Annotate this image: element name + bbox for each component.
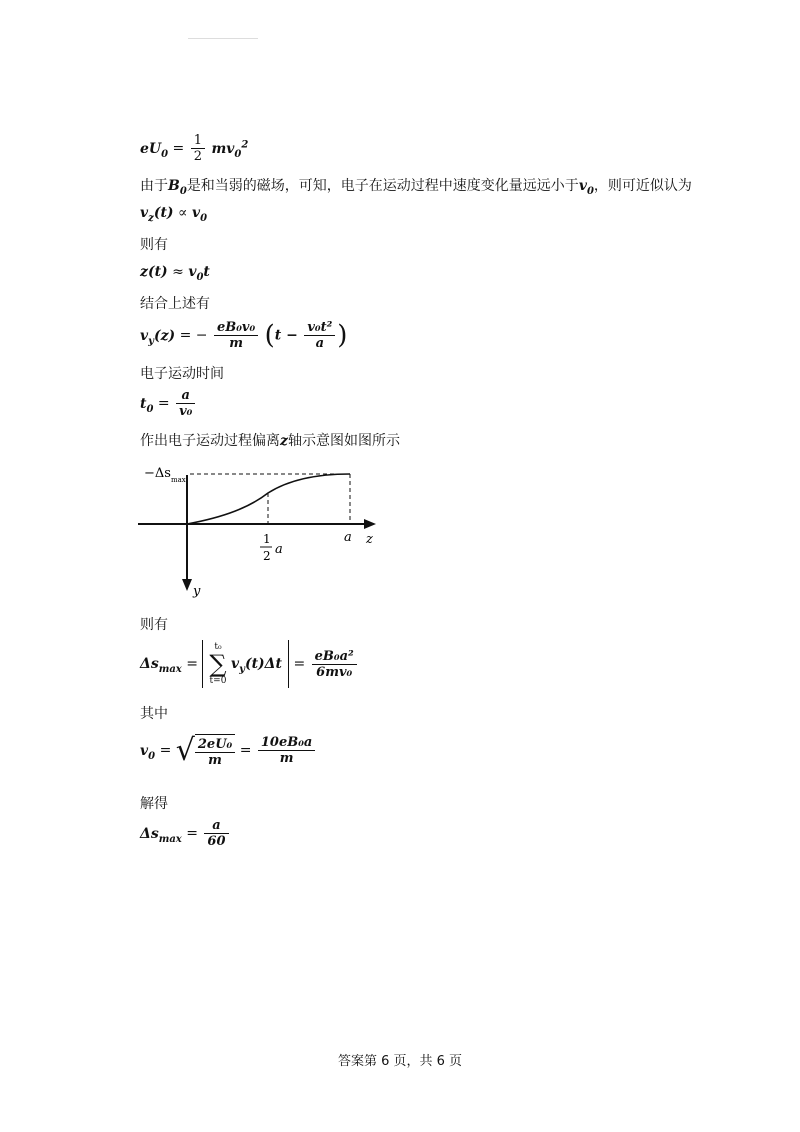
equation-t0: $t_0$ = $\frac{a}{\text{v₀}}$ bbox=[140, 388, 197, 419]
equation-energy: $eU_0$ = $\frac{1}{2}$ $mv_0^2$ bbox=[140, 133, 249, 164]
equation-result: $\Delta s_{max}$ = $\frac{a}{60}$ bbox=[140, 818, 231, 849]
y-max-label: $-\Delta s_{max}$ bbox=[144, 466, 186, 484]
equation-vy: $v_y(z)$ = − $\frac{\text{eB₀v₀}}{m}$ (t − $\frac{\text{v₀t²}}{a}$ ) bbox=[140, 320, 348, 351]
text-then: 则有 bbox=[140, 237, 168, 253]
mid-label-den: 2 bbox=[263, 549, 271, 563]
text-then-have: 则有 bbox=[140, 617, 168, 633]
absolute-value: t₀ ∑ t=0 $v_y(t)\Delta t$ bbox=[202, 640, 289, 688]
page-edge-mark bbox=[188, 38, 258, 39]
equation-delta-s-sum: $\Delta s_{max}$ = t₀ ∑ t=0 $v_y(t)\Delta t$ = $\frac{\text{eB₀a²}}{\text{6mv₀}}$ bbox=[140, 640, 359, 688]
equation-v0: $v_0$ = √ $\frac{\text{2eU₀}}{m}$ = $\frac{\text{10eB₀a}}{m}$ bbox=[140, 733, 317, 768]
deflection-diagram bbox=[130, 455, 390, 605]
mid-label-var: a bbox=[275, 542, 283, 557]
y-axis-arrow bbox=[182, 579, 192, 591]
text-solve: 解得 bbox=[140, 796, 168, 812]
text-magnetic-field: 由于$B_0$是和当弱的磁场，可知，电子在运动过程中速度变化量远远小于$v_0$，则可近似认为 bbox=[140, 178, 692, 197]
z-axis-label: z bbox=[366, 532, 373, 547]
y-axis-label: y bbox=[193, 584, 201, 599]
equation-proportional: $v_z(t) \propto v_0$ bbox=[140, 205, 208, 224]
equation-z-position: $z(t) \approx v_0t$ bbox=[140, 264, 210, 283]
text-motion-time: 电子运动时间 bbox=[140, 366, 224, 382]
text-draw-diagram: 作出电子运动过程偏离z轴示意图如图所示 bbox=[140, 433, 400, 449]
page-footer: 答案第 6 页，共 6 页 bbox=[337, 1054, 463, 1069]
mid-label-num: 1 bbox=[263, 532, 271, 546]
z-axis-arrow bbox=[364, 519, 376, 529]
end-label: a bbox=[344, 530, 352, 545]
text-where: 其中 bbox=[140, 706, 168, 722]
text-combine: 结合上述有 bbox=[140, 296, 210, 312]
